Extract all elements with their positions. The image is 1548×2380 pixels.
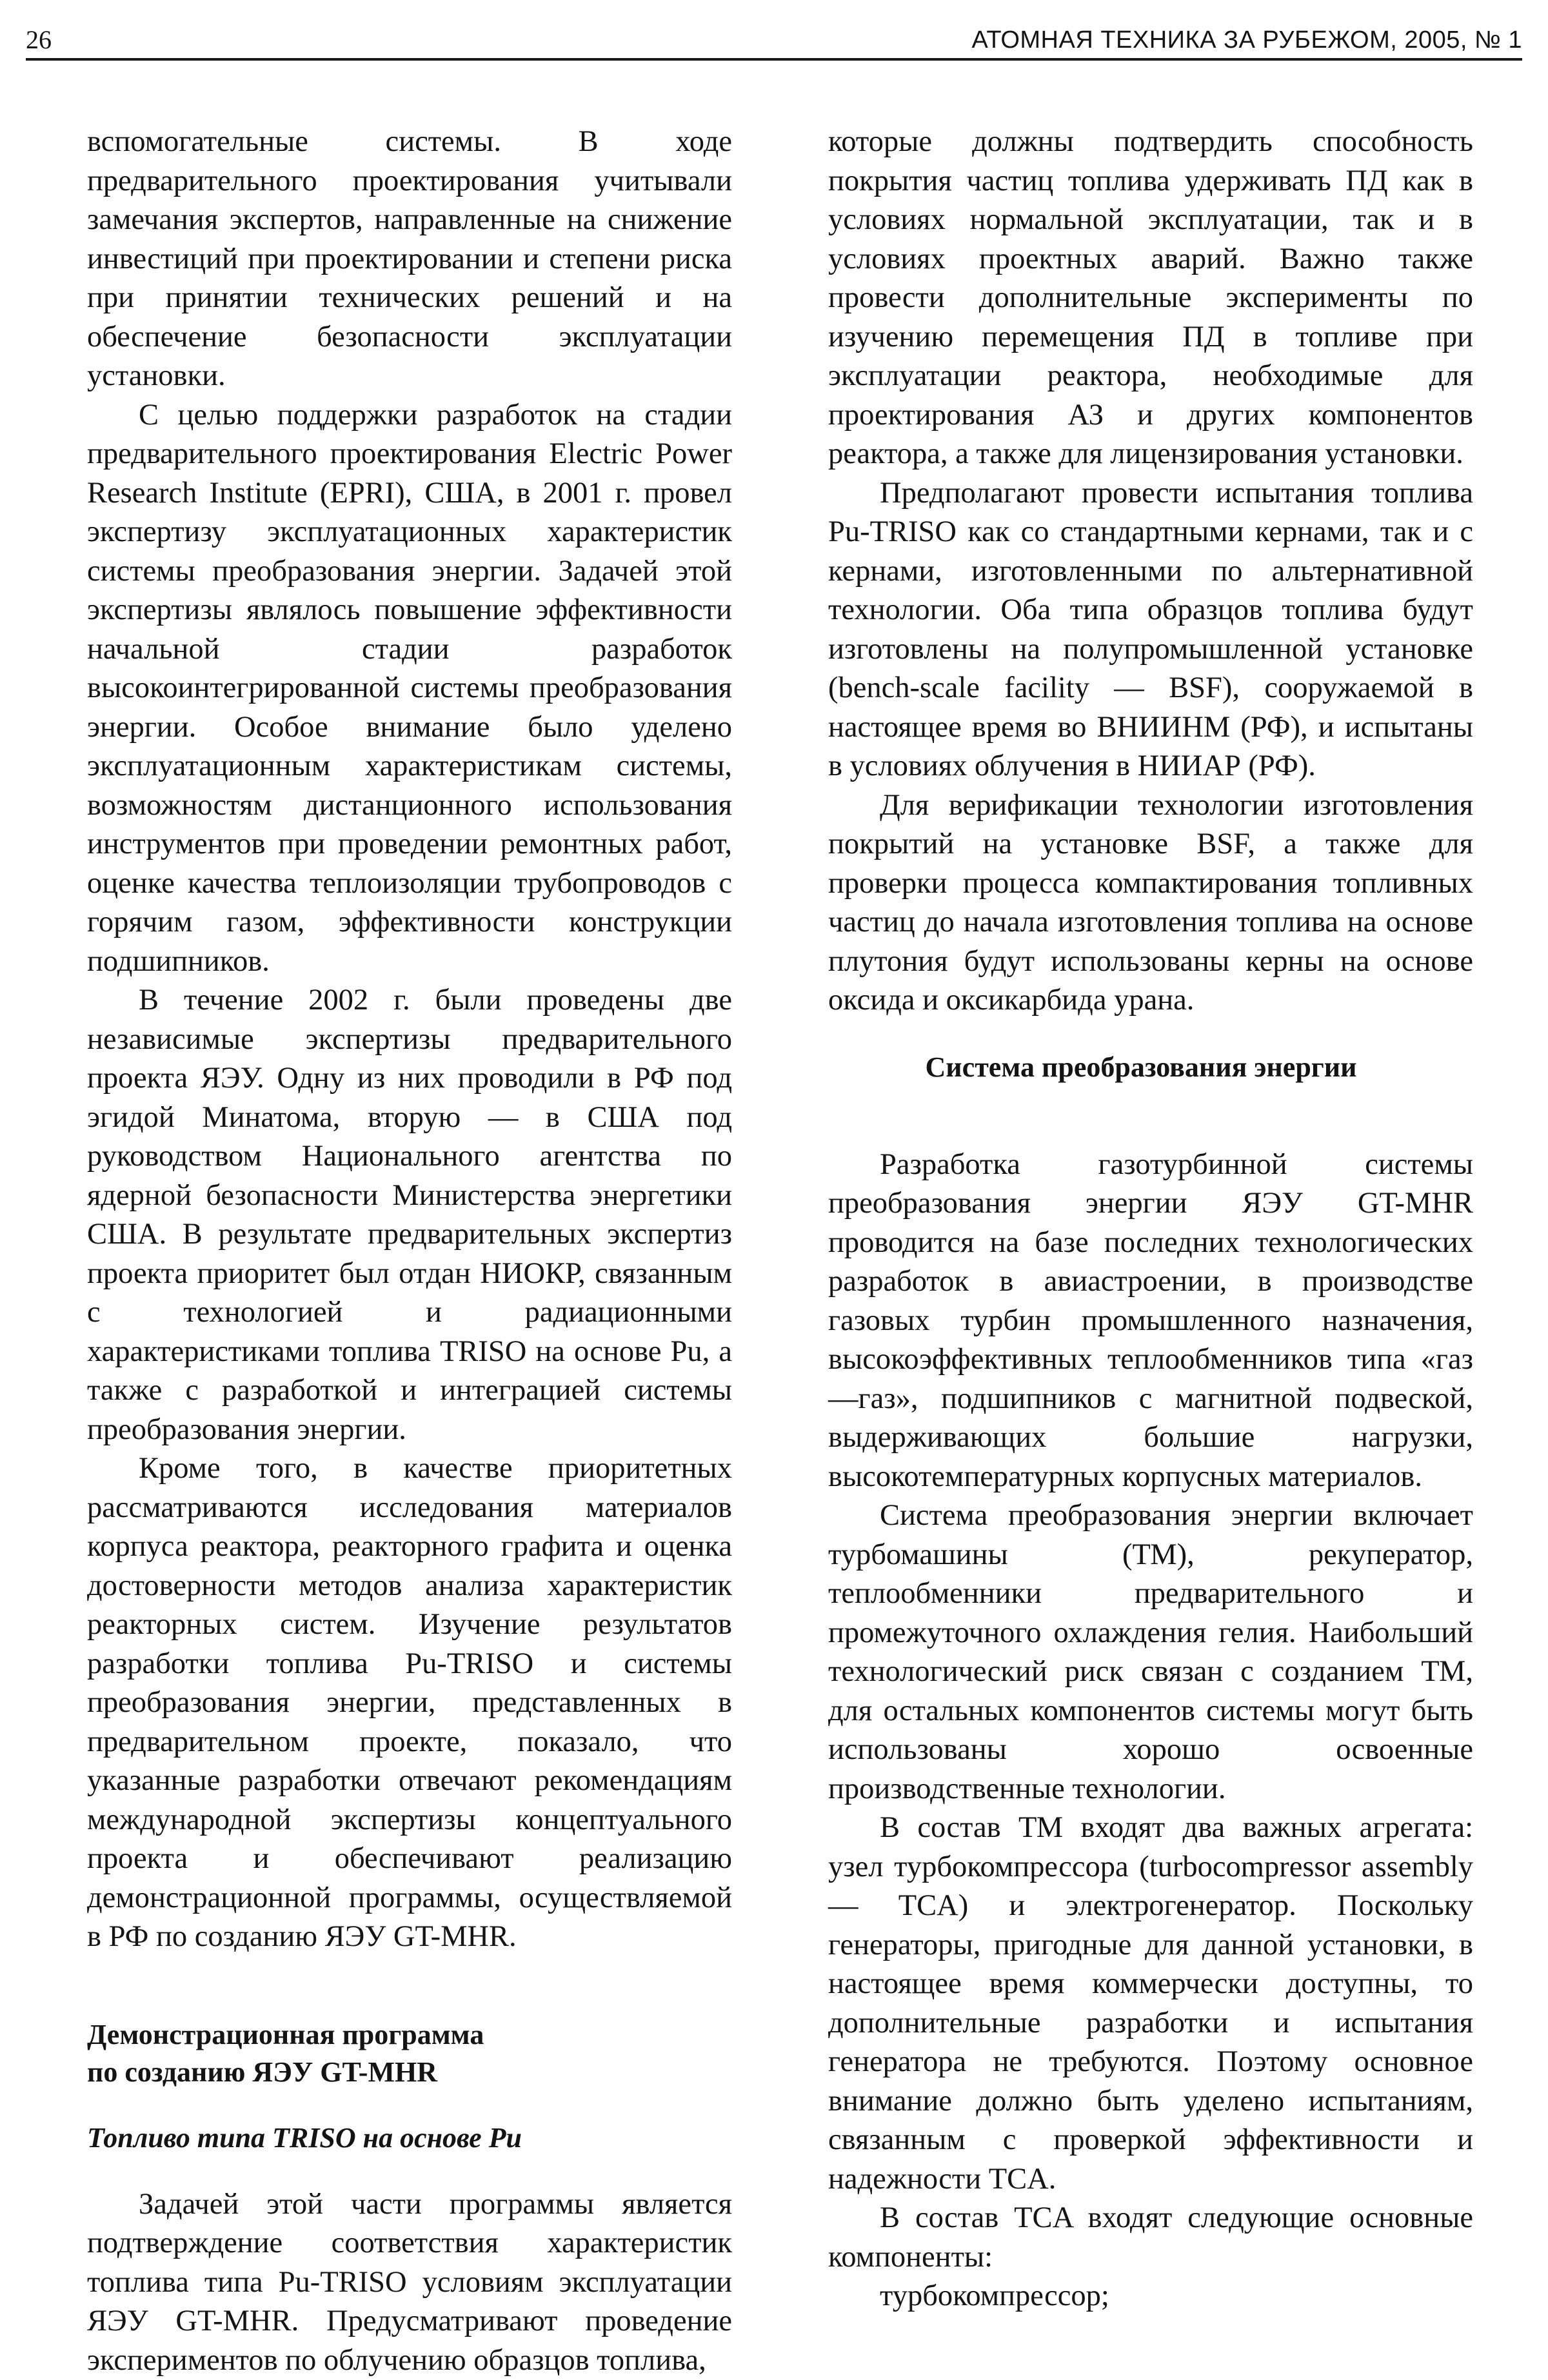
spacer xyxy=(87,2091,732,2119)
paragraph: турбокомпрессор; xyxy=(828,2277,1473,2316)
paragraph: Предполагают провести испытания топлива Pu-TRISO как со стандартными кернами, так и с кернами, изготовленными по альтернативной технологии. Оба типа образцов топлива будут изготовлены на полупромышленной установке (bench-scale facility — BSF), сооружаемой в настоящее время во ВНИИНМ (РФ), и испытаны в условиях облучения в НИИАР (РФ). xyxy=(828,474,1473,786)
paragraph: Разработка газотурбинной системы преобразования энергии ЯЭУ GT-MHR проводится на базе последних технологических разработок в авиастроении, в производстве газовых турбин промышленного назначения, высокоэффективных теплообменников типа «газ—газ», подшипников с магнитной подвеской, выдерживающих большие нагрузки, высокотемпературных корпусных материалов. xyxy=(828,1145,1473,1497)
spacer xyxy=(87,2157,732,2185)
section-heading-line: по созданию ЯЭУ GT-MHR xyxy=(87,2054,732,2091)
journal-title: АТОМНАЯ ТЕХНИКА ЗА РУБЕЖОМ, 2005, № 1 xyxy=(971,25,1522,55)
right-column xyxy=(828,123,1473,2316)
paragraph: Кроме того, в качестве приоритетных рассматриваются исследования материалов корпуса реактора, реакторного графита и оценка достоверности методов анализа характеристик реакторных систем. Изучение результатов разработки топлива Pu-TRISO и системы преобразования энергии, представленных в предварительном проекте, показало, что указанные разработки отвечают рекомендациям международной экспертизы концептуального проекта и обеспечивают реализацию демонстрационной программы, осуществляемой в РФ по созданию ЯЭУ GT-MHR. xyxy=(87,1449,732,1957)
paragraph: В состав ТМ входят два важных агрегата: узел турбокомпрессора (turbocompressor assembly — TCA) и электрогенератор. Поскольку генераторы, пригодные для данной установки, в настоящее время коммерчески доступны, то дополнительные разработки и испытания генератора не требуются. Поэтому основное внимание должно быть уделено испытаниям, связанным с проверкой эффективности и надежности TCA. xyxy=(828,1809,1473,2199)
spacer xyxy=(828,1020,1473,1049)
paragraph: Для верификации технологии изготовления покрытий на установке BSF, а также для проверки процесса компактирования топливных частиц до начала изготовления топлива на основе плутония будут использованы керны на основе оксида и оксикарбида урана. xyxy=(828,786,1473,1020)
subsection-heading: Топливо типа TRISO на основе Pu xyxy=(87,2119,732,2157)
paragraph: вспомогательные системы. В ходе предварительного проектирования учитывали замечания экспертов, направленные на снижение инвестиций при проектировании и степени риска при принятии технических решений и на обеспечение безопасности эксплуатации установки. xyxy=(87,123,732,396)
left-column xyxy=(87,123,732,2380)
spacer xyxy=(87,1957,732,2016)
paragraph: В состав TCA входят следующие основные компоненты: xyxy=(828,2199,1473,2277)
spacer xyxy=(828,1086,1473,1145)
paragraph: В течение 2002 г. были проведены две независимые экспертизы предварительного проекта ЯЭУ. Одну из них проводили в РФ под эгидой Минатома, вторую — в США под руководством Национального агентства по ядерной безопасности Министерства энергетики США. В результате предварительных экспертиз проекта приоритет был отдан НИОКР, связанным с технологией и радиационными характеристиками топлива TRISO на основе Pu, а также с разработкой и интеграцией системы преобразования энергии. xyxy=(87,981,732,1449)
paragraph: Задачей этой части программы является подтверждение соответствия характеристик топлива типа Pu-TRISO условиям эксплуатации ЯЭУ GT-MHR. Предусматривают проведение экспериментов по облучению образцов топлива, xyxy=(87,2185,732,2380)
paragraph: С целью поддержки разработок на стадии предварительного проектирования Electric Power Research Institute (EPRI), США, в 2001 г. провел экспертизу эксплуатационных характеристик системы преобразования энергии. Задачей этой экспертизы являлось повышение эффективности начальной стадии разработок высокоинтегрированной системы преобразования энергии. Особое внимание было уделено эксплуатационным характеристикам системы, возможностям дистанционного использования инструментов при проведении ремонтных работ, оценке качества теплоизоляции трубопроводов с горячим газом, эффективности конструкции подшипников. xyxy=(87,396,732,982)
paragraph: которые должны подтвердить способность покрытия частиц топлива удерживать ПД как в условиях нормальной эксплуатации, так и в условиях проектных аварий. Важно также провести дополнительные эксперименты по изучению перемещения ПД в топливе при эксплуатации реактора, необходимые для проектирования АЗ и других компонентов реактора, а также для лицензирования установки. xyxy=(828,123,1473,474)
section-heading-line: Демонстрационная программа xyxy=(87,2016,732,2054)
paragraph: Система преобразования энергии включает турбомашины (ТМ), рекуператор, теплообменники предварительного и промежуточного охлаждения гелия. Наибольший технологический риск связан с созданием ТМ, для остальных компонентов системы могут быть использованы хорошо освоенные производственные технологии. xyxy=(828,1496,1473,1809)
section-heading xyxy=(87,2016,732,2091)
page-number: 26 xyxy=(26,25,52,55)
running-header xyxy=(26,25,1522,61)
section-heading: Система преобразования энергии xyxy=(828,1049,1473,1086)
